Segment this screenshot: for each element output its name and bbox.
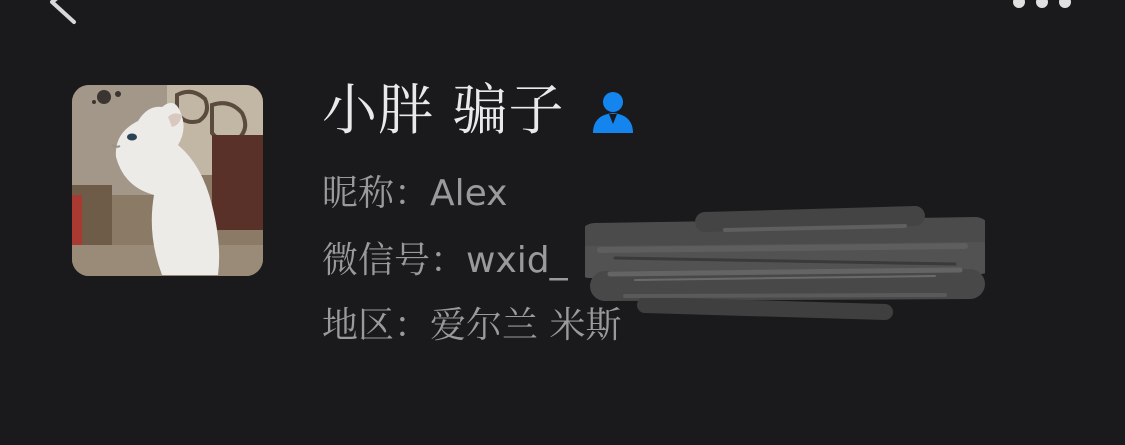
wechat-id-fragment-2: 22 [910, 240, 956, 281]
region-value[interactable]: 爱尔兰 米斯 [430, 305, 622, 346]
avatar[interactable] [72, 85, 263, 276]
nickname-value[interactable]: Alex [430, 173, 508, 214]
nickname-row [322, 170, 507, 218]
display-name[interactable]: 小胖 骗子 [322, 78, 565, 142]
nickname-label: 昵称： [322, 173, 431, 214]
region-label: 地区： [322, 305, 431, 346]
wechat-id-fragment-1: 38 [682, 240, 728, 281]
wechat-id-value[interactable]: wxid_ [466, 240, 568, 281]
wechat-id-label: 微信号： [322, 240, 467, 281]
back-button[interactable] [40, 0, 90, 28]
wechat-id-row [322, 237, 568, 285]
person-icon [590, 89, 636, 135]
name-row [322, 74, 636, 146]
chevron-left-icon [40, 0, 90, 28]
white-cat-avatar [72, 85, 263, 276]
more-horizontal-icon [1008, 0, 1078, 12]
more-button[interactable] [1008, 0, 1078, 12]
redaction-scribble [585, 200, 985, 325]
region-row [322, 302, 621, 350]
